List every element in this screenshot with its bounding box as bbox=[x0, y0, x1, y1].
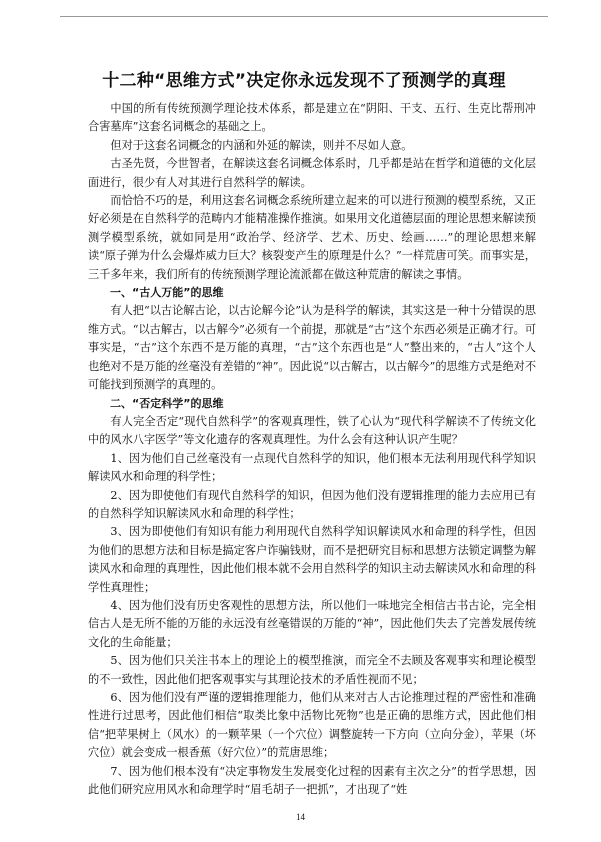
paragraph: 有人把“以古论解古论，以古论解今论”认为是科学的解读，其实这是一种十分错误的思维方式。“以古解古，以古解今”必须有一个前提，那就是“古”这个东西必须是正确才行。可事实是，“古”这个东西不是万能的真理，“古”这个东西也是“人”整出来的，“古人”这个人也绝对不是万能的丝毫没有差错的“神”。因此说“以古解古，以古解今”的思维方式是绝对不可能找到预测学的真理的。 bbox=[88, 304, 537, 392]
paragraph: 但对于这套名词概念的内涵和外延的解读，则并不尽如人意。 bbox=[110, 138, 413, 152]
article-body bbox=[88, 100, 536, 799]
top-rule bbox=[60, 16, 548, 17]
list-item: 6、因为他们没有严谨的逻辑推理能力，他们从来对古人古论推理过程的严密性和准确性进行过思考，因此他们相信“取类比象中活物比死物”也是正确的思维方式，因此他们相信“把苹果树上（风水）的一颗苹果（一个穴位）调整旋转一下方向（立向分金），苹果（坏穴位）就会变成一根香蕉（好穴位）”的荒唐思维； bbox=[88, 691, 536, 760]
paragraph: 有人完全否定“现代自然科学”的客观真理性，铁了心认为“现代科学解读不了传统文化中的风水八字医学”等文化遗存的客观真理性。为什么会有这种认识产生呢？ bbox=[88, 414, 536, 447]
paragraph: 古圣先贤，今世智者，在解读这套名词概念体系时，几乎都是站在哲学和道德的文化层面进行，很少有人对其进行自然科学的解读。 bbox=[88, 157, 536, 189]
page-number: 14 bbox=[296, 812, 305, 822]
list-item: 7、因为他们根本没有“决定事物发生发展变化过程的因素有主次之分”的哲学思想，因此他们研究应用风水和命理学时“眉毛胡子一把抓”，才出现了“姓 bbox=[88, 764, 536, 797]
paragraph: 中国的所有传统预测学理论技术体系，都是建立在“阴阳、干支、五行、生克比帮刑冲合害墓库”这套名词概念的基础之上。 bbox=[88, 102, 536, 134]
list-item: 2、因为即使他们有现代自然科学的知识，但因为他们没有逻辑推理的能力去应用已有的自然科学知识解读风水和命理的科学性； bbox=[88, 488, 536, 520]
list-item: 4、因为他们没有历史客观性的思想方法，所以他们一味地完全相信古书古论，完全相信古人是无所不能的万能的永远没有丝毫错误的万能的“神”，因此他们失去了完善发展传统文化的生命能量； bbox=[88, 598, 536, 649]
section-heading: 一、“古人万能”的思维 bbox=[110, 286, 224, 300]
paragraph: 而恰恰不巧的是，利用这套名词概念系统所建立起来的可以进行预测的模型系统，又正好必须是在自然科学的范畴内才能精准操作推演。如果用文化道德层面的理论思想来解读预测学模型系统，就如同是用“政治学、经济学、艺术、历史、绘画……”的理论思想来解读“原子弹为什么会爆炸威力巨大？核裂变产生的原理是什么？”一样荒唐可笑。而事实是，三千多年来，我们所有的传统预测学理论流派都在做这种荒唐的解读之事情。 bbox=[88, 194, 536, 281]
page-title: 十二种“思维方式”决定你永远发现不了预测学的真理 bbox=[102, 71, 506, 91]
list-item: 5、因为他们只关注书本上的理论上的模型推演，而完全不去顾及客观事实和理论模型的不一致性，因此他们把客观事实与其理论技术的矛盾性视而不见； bbox=[88, 654, 536, 686]
list-item: 1、因为他们自己丝毫没有一点现代自然科学的知识，他们根本无法利用现代科学知识解读风水和命理的科学性； bbox=[88, 451, 536, 484]
list-item: 3、因为即使他们有知识有能力利用现代自然科学知识解读风水和命理的科学性，但因为他们的思想方法和目标是搞定客户诈骗钱财，而不是把研究目标和思想方法锁定调整为解读风水和命理的真理性，因此他们根本就不会用自然科学的知识主动去解读风水和命理的科学性真理性； bbox=[88, 525, 536, 594]
section-heading: 二、“否定科学”的思维 bbox=[110, 396, 224, 410]
